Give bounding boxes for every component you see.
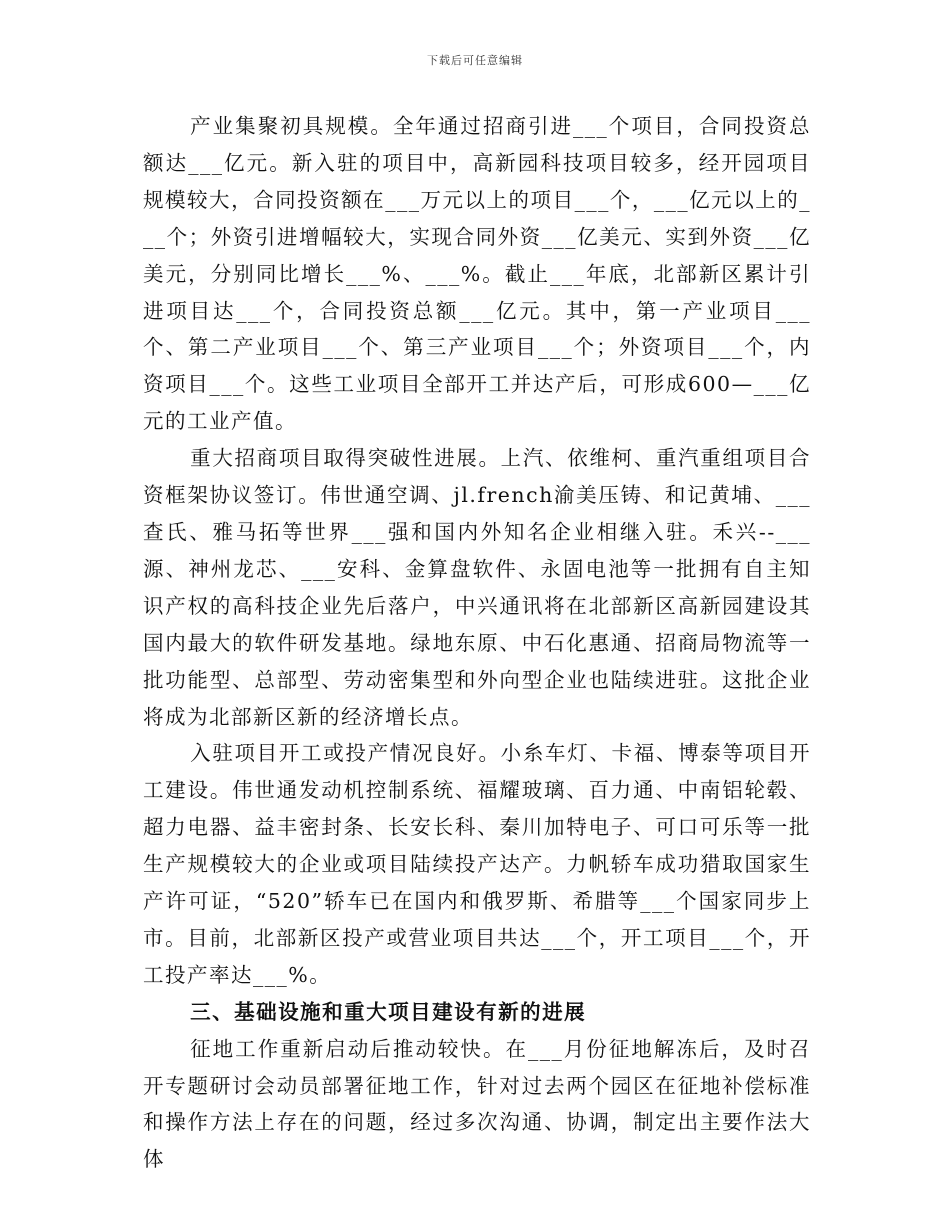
paragraph-industry-cluster: 产业集聚初具规模。全年通过招商引进___个项目，合同投资总额达___亿元。新入驻的项目中，高新园科技项目较多，经开园项目规模较大，合同投资额在___万元以上的项目___个，___亿元以上的___个；外资引进增幅较大，实现合同外资___亿美元、实到外资___亿美元，分别同比增长___%、___%。截止___年底，北部新区累计引进项目达___个，合同投资总额___亿元。其中，第一产业项目___个、第二产业项目___个、第三产业项目___个；外资项目___个，内资项目___个。这些工业项目全部开工并达产后，可形成600—___亿元的工业产值。 [143, 114, 811, 434]
section-heading: 三、基础设施和重大项目建设有新的进展 [190, 999, 587, 1024]
page-header-note: 下载后可任意编辑 [427, 54, 523, 67]
paragraph-project-progress: 入驻项目开工或投产情况良好。小糸车灯、卡福、博泰等项目开工建设。伟世通发动机控制系统、福耀玻璃、百力通、中南铝轮毂、超力电器、益丰密封条、长安长科、秦川加特电子、可口可乐等一批生产规模较大的企业或项目陆续投产达产。力帆轿车成功猎取国家生产许可证，“520”轿车已在国内和俄罗斯、希腊等___个国家同步上市。目前，北部新区投产或营业项目共达___个，开工项目___个，开工投产率达___%。 [143, 741, 811, 987]
paragraph-land-acquisition: 征地工作重新启动后推动较快。在___月份征地解冻后，及时召开专题研讨会动员部署征地工作，针对过去两个园区在征地补偿标准和操作方法上存在的问题，经过多次沟通、协调，制定出主要作法大体 [143, 1036, 811, 1172]
document-body [143, 108, 811, 1178]
paragraph-major-projects: 重大招商项目取得突破性进展。上汽、依维柯、重汽重组项目合资框架协议签订。伟世通空调、jl.french渝美压铸、和记黄埔、___查氏、雅马拓等世界___强和国内外知名企业相继入驻。禾兴--___源、神州龙芯、___安科、金算盘软件、永固电池等一批拥有自主知识产权的高科技企业先后落户，中兴通讯将在北部新区高新园建设其国内最大的软件研发基地。绿地东原、中石化惠通、招商局物流等一批功能型、总部型、劳动密集型和外向型企业也陆续进驻。这批企业将成为北部新区新的经济增长点。 [143, 446, 811, 729]
